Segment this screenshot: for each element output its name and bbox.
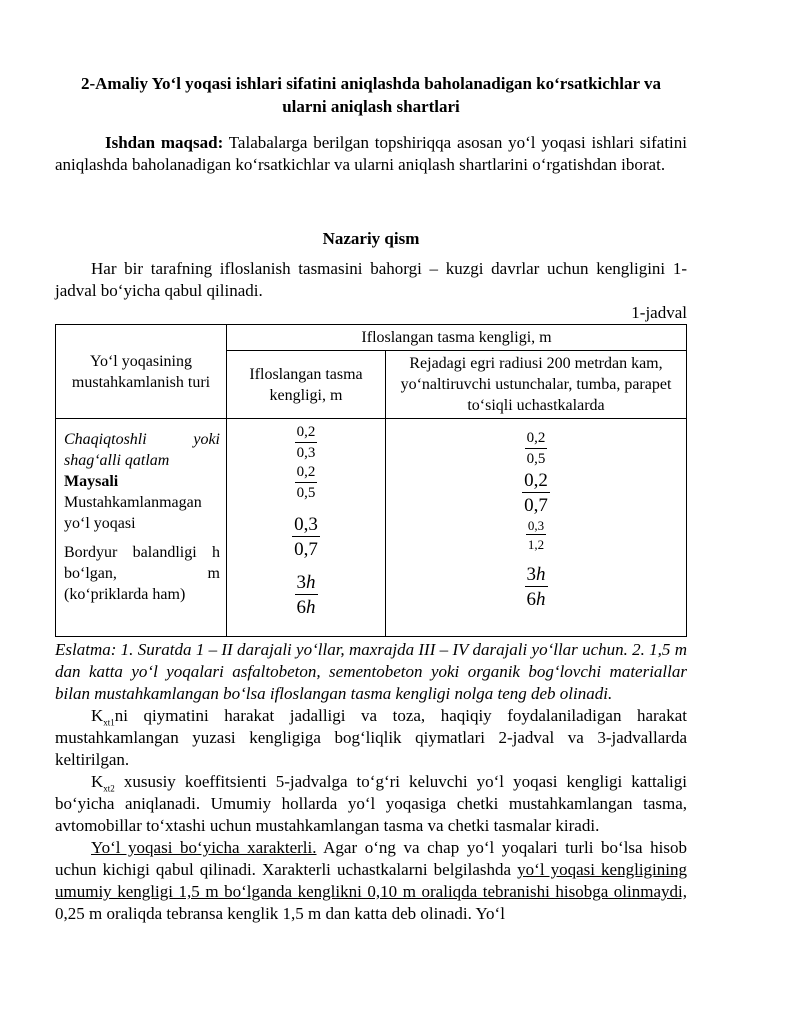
col3-frac-unreinforced: $\frac{0,3}{1,2}$ — [527, 518, 545, 552]
col3-values-cell — [386, 419, 687, 637]
underlined-heading: Yo‘l yoqasi bo‘yicha xarakterli. — [91, 838, 317, 857]
col2-frac-gravel: $\frac{0,2}{0,3}$ — [296, 424, 316, 461]
col2-frac-unreinforced: $\frac{0,3}{0,7}$ — [294, 514, 318, 560]
col2-values-cell — [227, 419, 386, 637]
paragraph-kxt2: $K_{xt2}$ xususiy koeffitsienti 5-jadvalga to‘g‘ri keluvchi yo‘l yoqasi kengligi kattaligi bo‘yicha aniqlanadi. Umumiy hollarda yo‘l yoqasiga chetki mustahkamlangan tasma, avtomobillar to‘xtashi uchun mustahkamlangan tasma va chetki tasmalar kiradi. — [55, 772, 687, 835]
paragraph-kxt1: $K_{xt1}ni$ qiymatini harakat jadalligi va toza, haqiqiy foydalaniladigan harakat mustahkamlangan yuzasi kengligiga bog‘liqlik qiymatlari 2-jadval va 3-jadvallarda keltirilgan. — [55, 706, 687, 769]
paragraph-characteristic: Yo‘l yoqasi bo‘yicha xarakterli. Agar o‘ng va chap yo‘l yoqalari turli bo‘lsa hisob uchun kichigi qabul qilinadi. Xarakterli uchastkalarni belgilashda yo‘l yoqasi kengligining umumiy kengligi 1,5 m bo‘lganda kenglikni 0,10 m oraliqda tebranishi hisobga olinmaydi, 0,25 m oraliqda tebransa kenglik 1,5 m dan katta deb olinadi. Yo‘l — [55, 838, 688, 923]
goal-text: Talabalarga berilgan topshiriqqa asosan yo‘l yoqasi ishlari sifatini aniqlashda baholanadigan ko‘rsatkichlar va ularni aniqlash shartlarini o‘rgatishdan iborat. — [55, 133, 687, 174]
category-gravel: Chaqiqtoshli yoki shag‘alli qatlam — [64, 431, 220, 469]
document-page — [55, 72, 687, 925]
intro-paragraph: Har bir tarafning ifloslanish tasmasini bahorgi – kuzgi davrlar uchun kengligini 1-jadval bo‘yicha qabul qilinadi. — [55, 259, 687, 300]
col2-frac-curb: $\frac{3h}{6h}$ — [296, 572, 316, 618]
table-1 — [55, 324, 687, 637]
title-line-1: 2-Amaliy Yo‘l yoqasi ishlari sifatini aniqlashda baholanadigan ko‘rsatkichlar va — [80, 74, 661, 93]
table-note: Eslatma: 1. Suratda 1 – II darajali yo‘llar, maxrajda III – IV darajali yo‘llar uchun. 2. 1,5 m dan katta yo‘l yoqalari asfaltobeton, sementobeton yoki organik bog‘lovchi materiallar bilan mustahkamlangan bo‘lsa ifloslangan tasma kengligi nolga teng deb olinadi. — [55, 640, 687, 703]
document-title — [55, 72, 687, 118]
section-title: Nazariy qism — [322, 229, 420, 248]
header-group: Ifloslangan tasma kengligi, m — [227, 325, 687, 351]
underlined-rule: yo‘l yoqasi kengligining umumiy kengligi 1,5 m bo‘lganda kenglikni 0,10 m oraliqda tebranishi hisobga olinmaydi, — [55, 860, 687, 901]
category-curb: Bordyur balandligi h bo‘lgan, m (ko‘priklarda ham) — [64, 544, 220, 603]
goal-paragraph — [55, 132, 687, 176]
category-grass: Maysali — [64, 473, 119, 490]
col3-frac-gravel: $\frac{0,2}{0,5}$ — [526, 430, 546, 467]
header-col3: Rejadagi egri radiusi 200 metrdan kam, yo‘naltiruvchi ustunchalar, tumba, parapet to‘siqli uchastkalarda — [386, 351, 687, 419]
header-col2: Ifloslangan tasma kengligi, m — [227, 351, 386, 419]
categories-cell — [56, 419, 227, 637]
goal-lead: Ishdan maqsad: — [105, 133, 224, 152]
col2-frac-grass: $\frac{0,2}{0,5}$ — [296, 464, 316, 501]
col3-frac-grass: $\frac{0,2}{0,7}$ — [524, 470, 548, 516]
table-caption: 1-jadval — [631, 303, 687, 322]
title-line-2: ularni aniqlash shartlari — [282, 97, 460, 116]
col3-frac-curb: $\frac{3h}{6h}$ — [526, 564, 546, 610]
header-col1: Yo‘l yoqasining mustahkamlanish turi — [56, 325, 227, 419]
category-unreinforced: Mustahkamlanmagan yo‘l yoqasi — [64, 494, 202, 532]
